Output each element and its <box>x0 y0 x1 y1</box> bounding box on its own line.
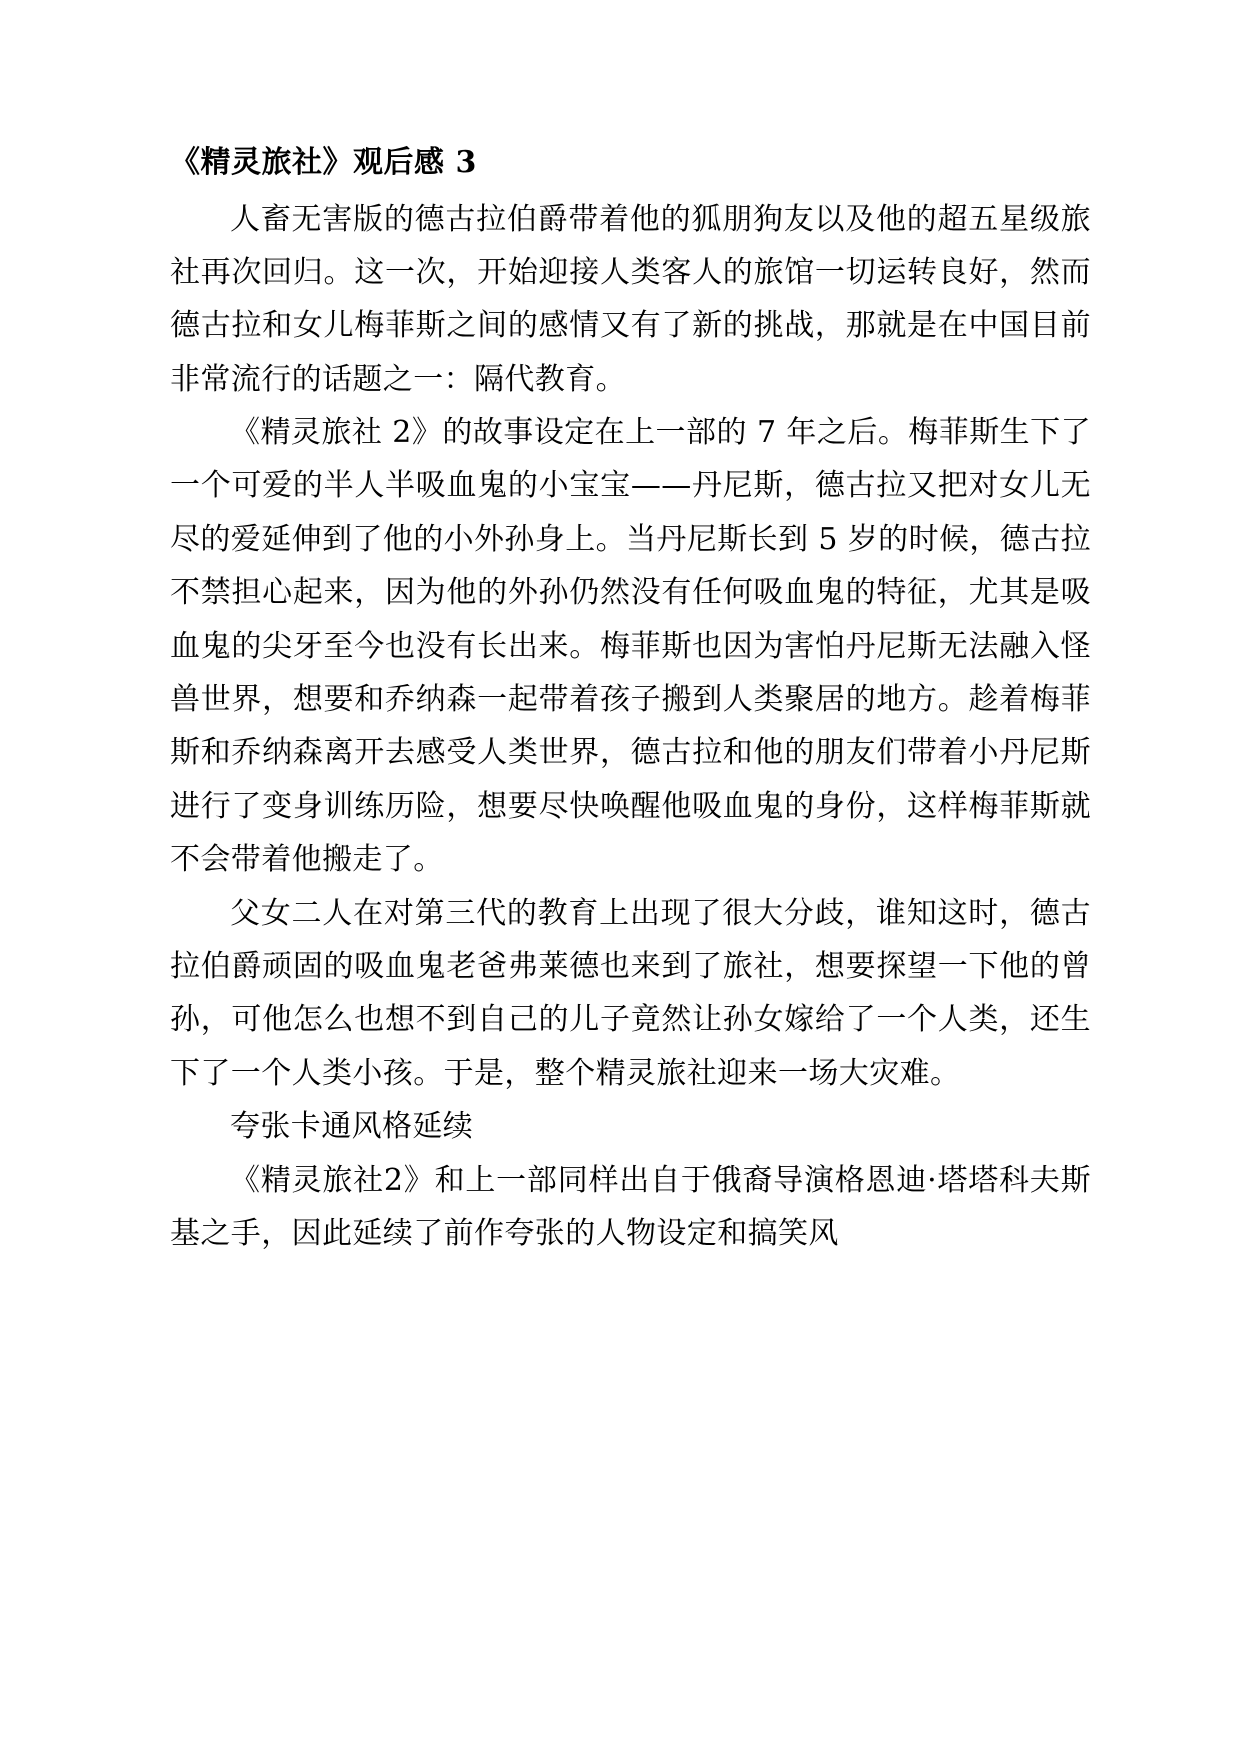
paragraph-3: 父女二人在对第三代的教育上出现了很大分歧，谁知这时，德古拉伯爵顽固的吸血鬼老爸弗莱德也来到了旅社，想要探望一下他的曾孙，可他怎么也想不到自己的儿子竟然让孙女嫁给了一个人类，还生下了一个人类小孩。于是，整个精灵旅社迎来一场大灾难。 <box>170 895 1091 1091</box>
paragraph-1: 人畜无害版的德古拉伯爵带着他的狐朋狗友以及他的超五星级旅社再次回归。这一次，开始迎接人类客人的旅馆一切运转良好，然而德古拉和女儿梅菲斯之间的感情又有了新的挑战，那就是在中国目前非常流行的话题之一：隔代教育。 <box>170 201 1091 397</box>
page-title: 《精灵旅社》观后感 3 <box>170 145 477 180</box>
paragraph-4-subheading: 夸张卡通风格延续 <box>230 1109 474 1145</box>
paragraph-5: 《精灵旅社2》和上一部同样出自于俄裔导演格恩迪·塔塔科夫斯基之手，因此延续了前作夸张的人物设定和搞笑风 <box>170 1162 1091 1251</box>
paragraph-2: 《精灵旅社 2》的故事设定在上一部的 7 年之后。梅菲斯生下了一个可爱的半人半吸血鬼的小宝宝——丹尼斯，德古拉又把对女儿无尽的爱延伸到了他的小外孙身上。当丹尼斯长到 5 岁的时候，德古拉不禁担心起来，因为他的外孙仍然没有任何吸血鬼的特征，尤其是吸血鬼的尖牙至今也没有长出来。梅菲斯也因为害怕丹尼斯无法融入怪兽世界，想要和乔纳森一起带着孩子搬到人类聚居的地方。趁着梅菲斯和乔纳森离开去感受人类世界，德古拉和他的朋友们带着小丹尼斯进行了变身训练历险，想要尽快唤醒他吸血鬼的身份，这样梅菲斯就不会带着他搬走了。 <box>170 415 1091 878</box>
